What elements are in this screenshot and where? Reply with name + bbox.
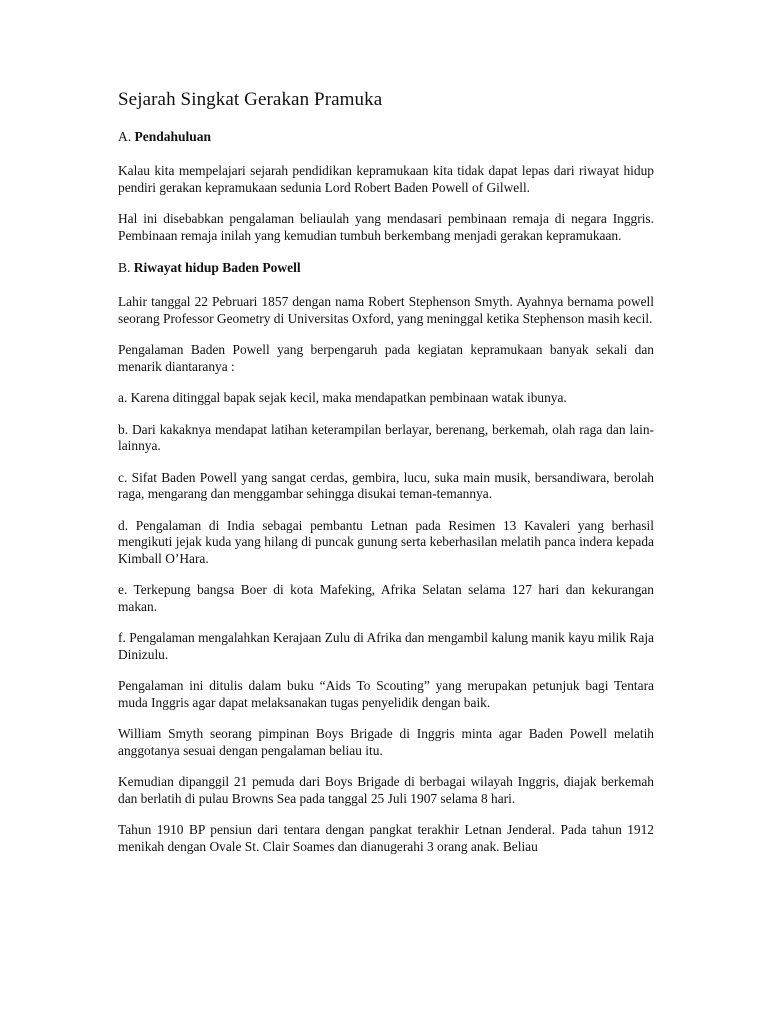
list-item-c: c. Sifat Baden Powell yang sangat cerdas, gembira, lucu, suka main musik, bersandiwara, berolah raga, mengarang dan menggambar sehingga disukai teman-temannya. xyxy=(118,469,654,501)
paragraph-retirement: Tahun 1910 BP pensiun dari tentara dengan pangkat terakhir Letnan Jenderal. Pada tahun 1912 menikah dengan Ovale St. Clair Soames dan dianugerahi 3 orang anak. Beliau xyxy=(118,822,654,854)
paragraph-experience-intro: Pengalaman Baden Powell yang berpengaruh pada kegiatan kepramukaan banyak sekali dan menarik diantaranya : xyxy=(118,342,654,374)
list-item-f: f. Pengalaman mengalahkan Kerajaan Zulu di Afrika dan mengambil kalung manik kayu milik Raja Dinizulu. xyxy=(118,630,654,662)
section-title-b: Riwayat hidup Baden Powell xyxy=(133,260,301,275)
section-letter-b: B. xyxy=(118,260,131,275)
paragraph-birth: Lahir tanggal 22 Pebruari 1857 dengan nama Robert Stephenson Smyth. Ayahnya bernama powell seorang Professor Geometry di Universitas Oxford, yang meninggal ketika Stephenson masih kecil. xyxy=(118,294,654,326)
paragraph-william-smyth: William Smyth seorang pimpinan Boys Brigade di Inggris minta agar Baden Powell melatih anggotanya sesuai dengan pengalaman beliau itu. xyxy=(118,726,654,758)
section-heading-a xyxy=(118,128,654,146)
document-body xyxy=(118,88,654,870)
paragraph-intro-1: Kalau kita mempelajari sejarah pendidikan kepramukaan kita tidak dapat lepas dari riwayat hidup pendiri gerakan kepramukaan sedunia Lord Robert Baden Powell of Gilwell. xyxy=(118,163,654,195)
paragraph-browns-sea: Kemudian dipanggil 21 pemuda dari Boys Brigade di berbagai wilayah Inggris, diajak berkemah dan berlatih di pulau Browns Sea pada tanggal 25 Juli 1907 selama 8 hari. xyxy=(118,774,654,806)
paragraph-intro-2: Hal ini disebabkan pengalaman beliaulah yang mendasari pembinaan remaja di negara Inggris. Pembinaan remaja inilah yang kemudian tumbuh berkembang menjadi gerakan kepramukaan. xyxy=(118,211,654,243)
list-item-e: e. Terkepung bangsa Boer di kota Mafeking, Afrika Selatan selama 127 hari dan kekurangan makan. xyxy=(118,582,654,614)
section-heading-b xyxy=(118,259,654,277)
list-item-a: a. Karena ditinggal bapak sejak kecil, maka mendapatkan pembinaan watak ibunya. xyxy=(118,390,567,405)
page-title: Sejarah Singkat Gerakan Pramuka xyxy=(118,89,383,110)
section-title-a: Pendahuluan xyxy=(134,129,212,144)
paragraph-aids-to-scouting: Pengalaman ini ditulis dalam buku “Aids To Scouting” yang merupakan petunjuk bagi Tentara muda Inggris agar dapat melaksanakan tugas penyelidik dengan baik. xyxy=(118,678,654,710)
list-item-d: d. Pengalaman di India sebagai pembantu Letnan pada Resimen 13 Kavaleri yang berhasil mengikuti jejak kuda yang hilang di puncak gunung serta keberhasilan melatih panca indera kepada Kimball O’Hara. xyxy=(118,517,654,566)
section-letter-a: A. xyxy=(118,129,132,144)
list-item-b: b. Dari kakaknya mendapat latihan keterampilan berlayar, berenang, berkemah, olah raga dan lain-lainnya. xyxy=(118,421,654,453)
